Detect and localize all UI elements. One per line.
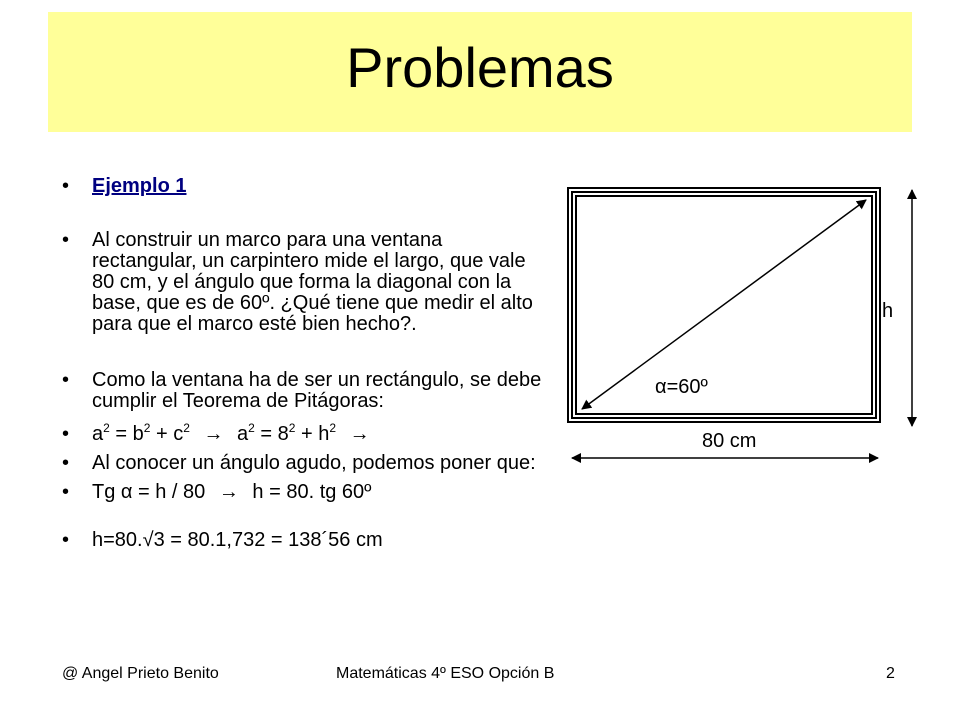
arrow-icon: → [349, 423, 370, 445]
title-banner [48, 12, 912, 132]
arrow-icon: → [203, 423, 224, 445]
bullet-pythagoras: • Como la ventana ha de ser un rectángulo, se debe cumplir el Teorema de Pitágoras: [62, 370, 552, 412]
window-diagram [560, 180, 920, 485]
bullet-angle: • Al conocer un ángulo agudo, podemos poner que: [62, 453, 552, 474]
footer-author: @ Angel Prieto Benito [62, 665, 219, 682]
bullet-tangent: • Tg α = h / 80 → h = 80. tg 60º [62, 482, 552, 503]
bullet-example [62, 176, 552, 197]
height-label: h [882, 300, 894, 322]
footer-page-number: 2 [886, 665, 895, 682]
arrow-icon: → [218, 481, 239, 503]
bullet-problem: • Al construir un marco para una ventana rectangular, un carpintero mide el largo, que vale 80 cm, y el ángulo que forma la diagonal con la base, que es de 60º. ¿Qué tiene que medir el alto para que el marco esté bien hecho?. [62, 230, 552, 335]
diagonal-arrow [582, 200, 866, 409]
width-label: 80 cm [702, 430, 757, 452]
example-link[interactable]: Ejemplo 1 [92, 175, 187, 197]
footer-course: Matemáticas 4º ESO Opción B [336, 665, 555, 682]
slide-title: Problemas [346, 36, 614, 99]
angle-label: α=60º [655, 376, 708, 398]
bullet-list [62, 176, 552, 551]
bullet-equation: • $a^2 = b^2 + c^2 \to a^2 = 8^2 + h^2$ → [62, 424, 552, 445]
bullet-result: • h=80.√3 = 80.1,732 = 138´56 cm [62, 530, 552, 551]
